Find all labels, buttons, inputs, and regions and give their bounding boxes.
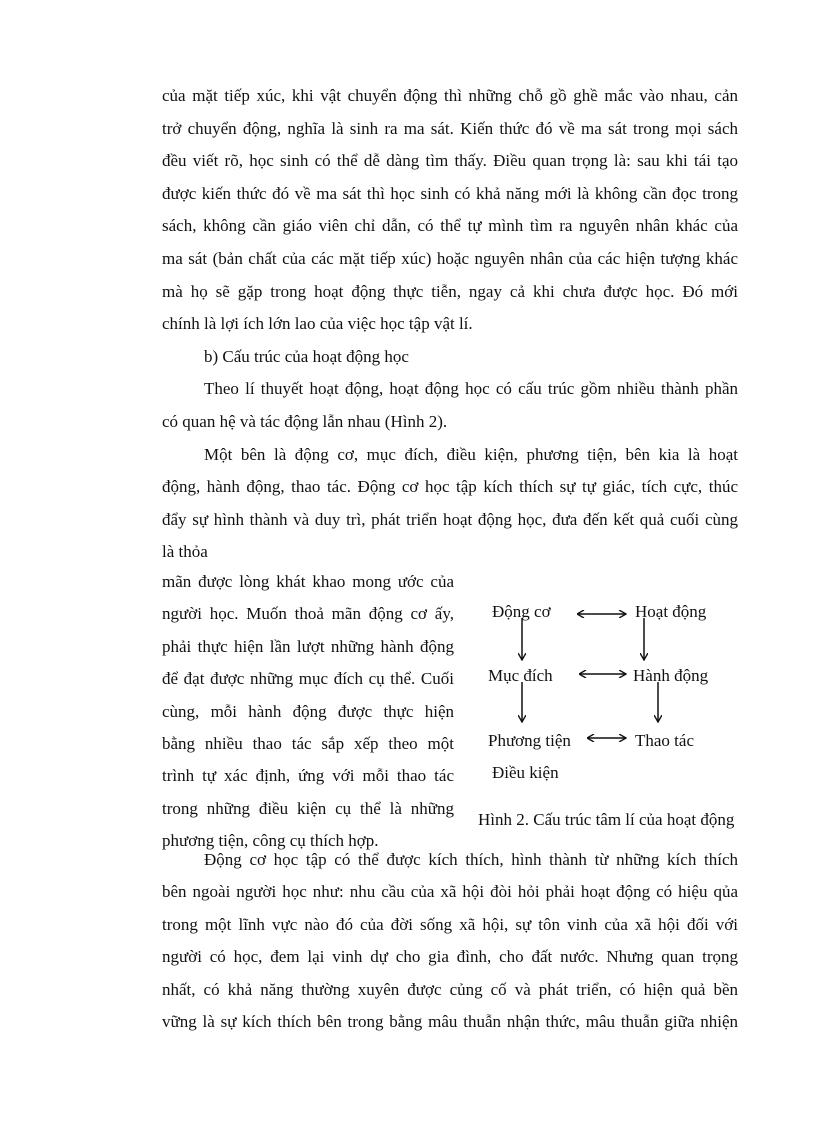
text-line: người có học, đem lại vinh dự cho gia đình, cho đất nước. Nhưng quan trọng xyxy=(162,947,738,967)
text-line: sách, không cần giáo viên chỉ dẫn, có thể tự mình tìm ra nguyên nhân khác của xyxy=(162,216,738,236)
text-line: để đạt được những mục đích cụ thể. Cuối xyxy=(162,669,454,689)
text-line: phải thực hiện lần lượt những hành động xyxy=(162,636,454,656)
text-line: có quan hệ và tác động lẫn nhau (Hình 2). xyxy=(162,411,448,431)
text-line: phương tiện, công cụ thích hợp. xyxy=(162,831,379,851)
text-line: trong những điều kiện cụ thể là những xyxy=(162,798,454,818)
text-line: cùng, mỗi hành động được thực hiện xyxy=(162,701,454,721)
text-line: bên ngoài người học như: nhu cầu của xã hội đòi hỏi phải hoạt động có hiệu qủa xyxy=(162,882,738,902)
node-hanh-dong: Hành động xyxy=(633,666,709,685)
text-line: đẩy sự hình thành và duy trì, phát triển hoạt động học, đưa đến kết quả cuối cùng xyxy=(162,509,738,529)
text-line: trình tự xác định, ứng với mỗi thao tác xyxy=(162,766,454,786)
text-line: mãn được lòng khát khao mong ước của xyxy=(162,572,454,591)
text-line: của mặt tiếp xúc, khi vật chuyển động thì những chỗ gồ ghề mắc vào nhau, cản xyxy=(162,86,738,105)
text-line: nhất, có khả năng thường xuyên được củng cố và phát triển, có hiện quả bền xyxy=(162,979,738,999)
text-line: chính là lợi ích lớn lao của việc học tập vật lí. xyxy=(162,314,473,334)
text-line: Một bên là động cơ, mục đích, điều kiện, phương tiện, bên kia là hoạt xyxy=(204,444,738,464)
body-text-bottom xyxy=(162,844,738,1038)
section-heading: b) Cấu trúc của hoạt động học xyxy=(204,346,409,366)
node-muc-dich: Mục đích xyxy=(488,666,553,685)
text-line: mà họ sẽ gặp trong hoạt động thực tiễn, ngay cả khi chưa được học. Đó mới xyxy=(162,281,738,301)
node-dieu-kien: Điều kiện xyxy=(492,763,559,782)
text-line: động, hành động, thao tác. Động cơ học tập kích thích sự tự giác, tích cực, thúc xyxy=(162,477,738,497)
text-line: người học. Muốn thoả mãn động cơ ấy, xyxy=(162,604,454,624)
node-hoat-dong: Hoạt động xyxy=(635,602,707,621)
body-text-top xyxy=(162,80,738,569)
body-text-left-column xyxy=(162,566,454,858)
text-line: bằng nhiều thao tác sắp xếp theo một xyxy=(162,734,454,754)
text-line: là thỏa xyxy=(162,542,208,562)
activity-structure-diagram xyxy=(470,588,760,838)
node-dong-co: Động cơ xyxy=(492,602,551,621)
figure-caption: Hình 2. Cấu trúc tâm lí của hoạt động xyxy=(478,810,735,829)
text-line: Động cơ học tập có thể được kích thích, hình thành từ những kích thích xyxy=(204,850,738,869)
text-line: vững là sự kích thích bên trong bằng mâu thuẫn nhận thức, mâu thuẫn giữa nhiện xyxy=(162,1012,738,1032)
node-thao-tac: Thao tác xyxy=(635,731,694,750)
node-phuong-tien: Phương tiện xyxy=(488,731,571,750)
diagram-arrows xyxy=(470,588,760,838)
text-line: trong một lĩnh vực nào đó của đời sống xã hội, sự tôn vinh của xã hội đối với xyxy=(162,914,738,934)
text-line: được kiến thức đó về ma sát thì học sinh có khả năng mới là không cần đọc trong xyxy=(162,183,738,203)
text-line: Theo lí thuyết hoạt động, hoạt động học có cấu trúc gồm nhiều thành phần xyxy=(204,379,738,399)
text-line: đều viết rõ, học sinh có thể dễ dàng tìm thấy. Điều quan trọng là: sau khi tái tạo xyxy=(162,151,738,171)
text-line: ma sát (bản chất của các mặt tiếp xúc) hoặc nguyên nhân của các hiện tượng khác xyxy=(162,248,738,268)
text-line: trở chuyển động, nghĩa là sinh ra ma sát. Kiến thức đó về ma sát trong mọi sách xyxy=(162,118,738,138)
